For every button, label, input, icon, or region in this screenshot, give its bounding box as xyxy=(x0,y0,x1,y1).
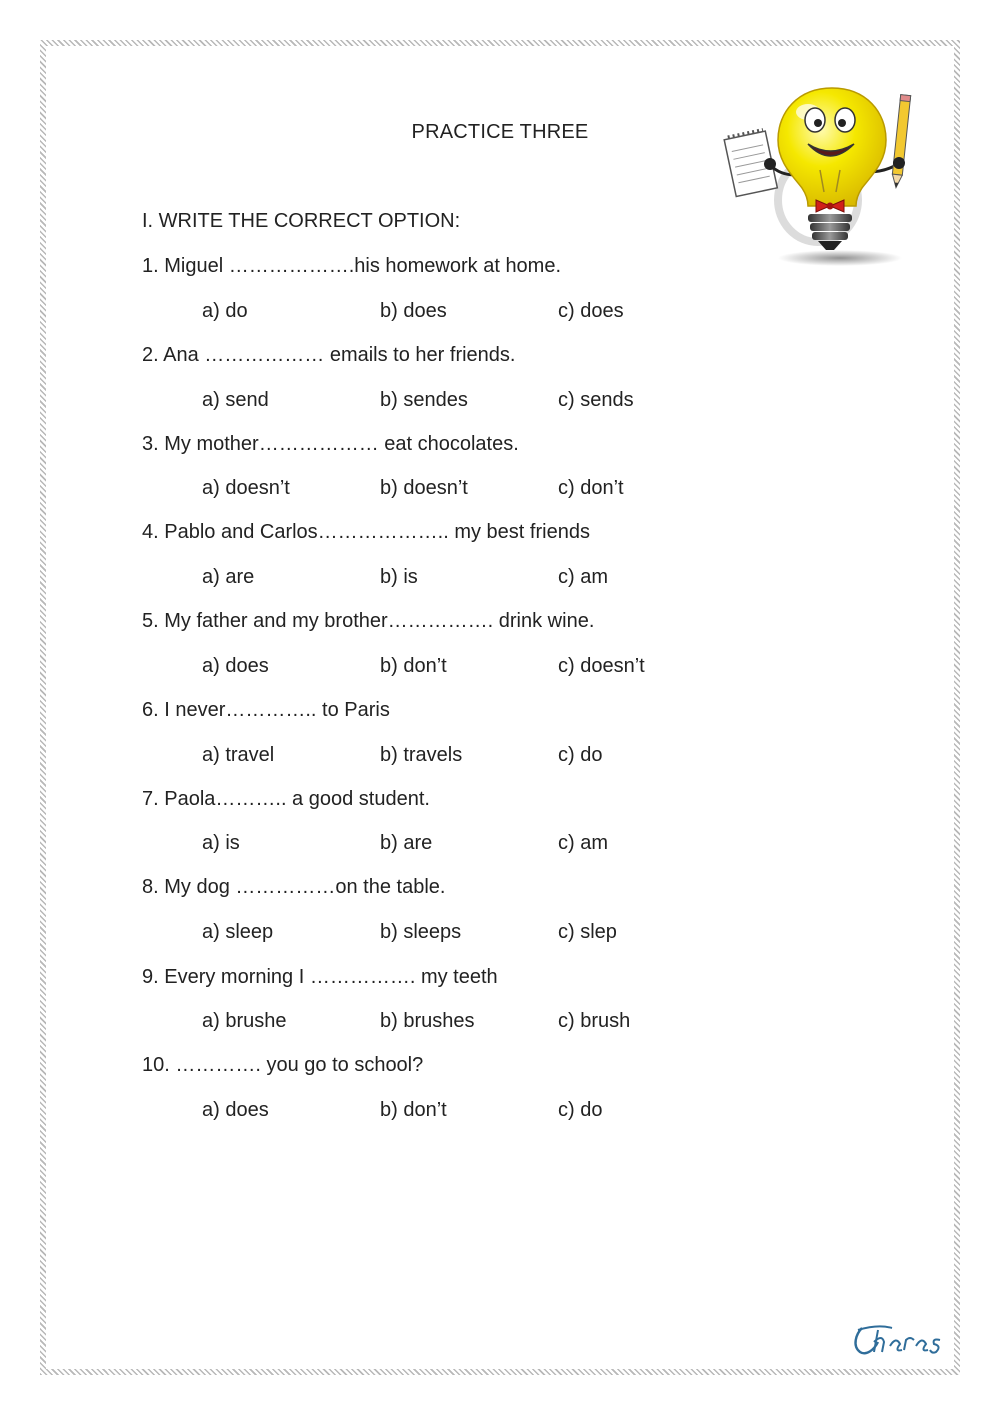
option-1b: b) does xyxy=(380,300,447,322)
question-8: 8. My dog ……………on the table. xyxy=(142,876,446,898)
question-1: 1. Miguel ……………….his homework at home. xyxy=(142,255,562,277)
option-5b: b) don’t xyxy=(380,655,447,677)
option-6a: a) travel xyxy=(202,744,275,766)
option-6c: c) do xyxy=(558,744,603,766)
option-10c: c) do xyxy=(558,1099,603,1121)
option-5c: c) doesn’t xyxy=(558,655,645,677)
question-9: 9. Every morning I ……………. my teeth xyxy=(142,966,498,988)
question-10: 10. …………. you go to school? xyxy=(142,1054,424,1076)
question-3: 3. My mother……………… eat chocolates. xyxy=(142,433,519,455)
question-6: 6. I never………….. to Paris xyxy=(142,699,390,721)
option-9c: c) brush xyxy=(558,1010,631,1032)
option-5a: a) does xyxy=(202,655,269,677)
option-8c: c) slep xyxy=(558,921,617,943)
question-2: 2. Ana ……………… emails to her friends. xyxy=(142,344,516,366)
signature-mark xyxy=(848,1318,952,1362)
question-7: 7. Paola……….. a good student. xyxy=(142,788,430,810)
option-10a: a) does xyxy=(202,1099,269,1121)
option-4c: c) am xyxy=(558,566,608,588)
option-9b: b) brushes xyxy=(380,1010,475,1032)
option-8b: b) sleeps xyxy=(380,921,462,943)
option-9a: a) brushe xyxy=(202,1010,287,1032)
option-7b: b) are xyxy=(380,832,433,854)
option-3b: b) doesn’t xyxy=(380,477,468,499)
lightbulb-mascot-icon xyxy=(720,80,930,280)
option-7c: c) am xyxy=(558,832,608,854)
option-2c: c) sends xyxy=(558,389,634,411)
option-4b: b) is xyxy=(380,566,418,588)
option-4a: a) are xyxy=(202,566,255,588)
option-1a: a) do xyxy=(202,300,248,322)
question-4: 4. Pablo and Carlos……………….. my best friends xyxy=(142,521,590,543)
option-3a: a) doesn’t xyxy=(202,477,290,499)
option-8a: a) sleep xyxy=(202,921,274,943)
option-6b: b) travels xyxy=(380,744,463,766)
question-5: 5. My father and my brother……………. drink wine. xyxy=(142,610,595,632)
option-1c: c) does xyxy=(558,300,624,322)
option-3c: c) don’t xyxy=(558,477,624,499)
option-10b: b) don’t xyxy=(380,1099,447,1121)
worksheet-title: PRACTICE THREE xyxy=(411,121,589,143)
instruction-heading: I. WRITE THE CORRECT OPTION: xyxy=(142,210,461,232)
option-7a: a) is xyxy=(202,832,240,854)
option-2b: b) sendes xyxy=(380,389,468,411)
option-2a: a) send xyxy=(202,389,269,411)
